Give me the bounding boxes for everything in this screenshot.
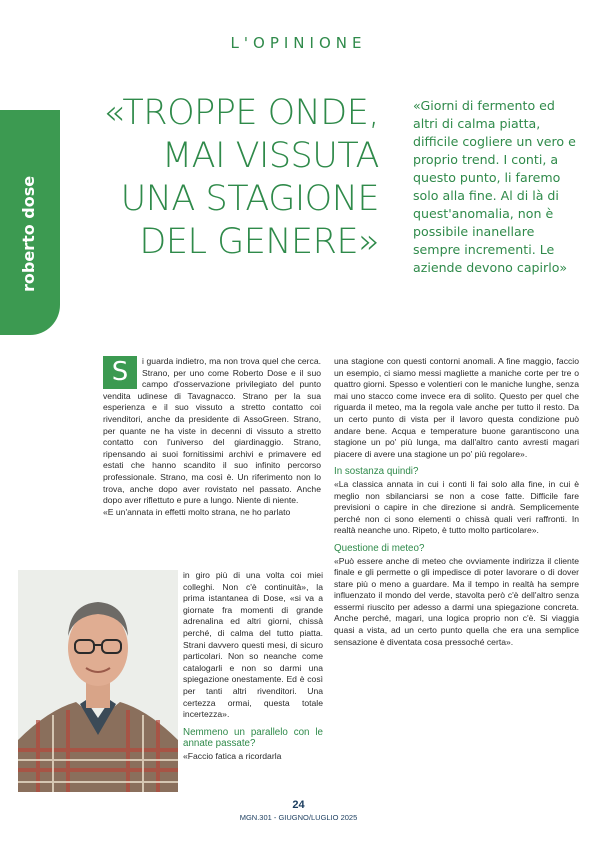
article-paragraph: «Può essere anche di meteo che ovviamente indirizza il cliente finale e gli permette o gli impedisce di poter lavorare o di dover stare più o meno a guardare. Ma il tempo in realtà ha sempre influenzato il mondo del verde, stavolta però c'è dell'altro senza essermi riuscito per adesso a darmi una spiegazione concreta. Anche perché, magari, una logica proprio non c'è. Si viaggia quasi a vista, ad un certo punto quella che era una semplice sensazione è diventata cosa pressoché certa». <box>334 555 579 647</box>
article-column-right <box>334 356 579 648</box>
author-portrait <box>18 570 178 792</box>
interview-question: In sostanza quindi? <box>334 466 419 478</box>
headline-line-3: UNA STAGIONE <box>120 179 379 219</box>
section-title: L'OPINIONE <box>230 34 367 52</box>
headline <box>49 92 379 264</box>
article-column-left-lower <box>183 570 323 763</box>
article-paragraph: in giro più di una volta coi miei colleghi. Non c'è continuità», la prima istantanea di Dose, «si va a giornate fra momenti di grande adrenalina ed altri giorni, chissà perché, di calma del tutto piatta. Strani davvero questi mesi, di sicuro particolari. Non so neanche come catalogarli e non so darmi una spiegazione onestamente. Ed è così per tanti altri rivenditori. Una certezza ormai, questa totale incertezza». <box>183 570 323 720</box>
article-paragraph: «Faccio fatica a ricordarla <box>183 750 282 761</box>
drop-cap: S <box>103 356 137 389</box>
portrait-illustration <box>18 570 178 792</box>
article-paragraph: una stagione con questi contorni anomali. A fine maggio, faccio un esempio, ci siamo messi magliette a maniche corte per tre o quattro giorni. Spesso e volentieri con le maniche lunghe, senza mai uno stacco come invece era di solito. Questo per quel che riguarda il meteo, ma la regola vale anche per tutto il resto. Da un certo punto di vista per il lavoro questa condizione può andare bene. Acqua e temperature buone garantiscono una stagione un po' più lunga, ma dall'altro canto avresti magari piacere di avere una stagione un po' più regolare». <box>334 356 579 459</box>
interview-question: Questione di meteo? <box>334 542 425 554</box>
headline-line-2: MAI VISSUTA <box>161 136 379 176</box>
author-tab-label: roberto dose <box>19 175 38 292</box>
pull-quote: «Giorni di fermento ed altri di calma piatta, difficile cogliere un vero e proprio trend. I conti, a questo punto, li faremo solo alla fine. Al di là di quest'anomalia, non è possibile inanellare sempre incrementi. Le aziende devono capirlo» <box>413 98 576 275</box>
headline-line-4: DEL GENERE» <box>139 222 379 262</box>
article-paragraph: «E un'annata in effetti molto strana, ne ho parlato <box>103 506 291 517</box>
page-number: 24 <box>292 799 305 811</box>
article-paragraph: i guarda indietro, ma non trova quel che cerca. Strano, per uno come Roberto Dose e il suo campo d'osservazione privilegiato del punto vendita udinese di Tavagnacco. Strano per la sua esperienza e il suo vissuto a stretto contatto coi rivenditori, anche da presidente di AssoGreen. Strano, per quante ne ha viste in decenni di vissuto a stretto contatto con l'universo del giardinaggio. Strano, ripensando ai suoi fornitissimi archivi e primavere ed estati che hanno scandito il suo infinito percorso professionale. Strano, ma così è. Un riferimento non lo trova, anche dopo aver rovistato nel passato. Anche dopo aver riflettuto e pure a lungo. Niente di niente. <box>103 356 321 506</box>
article-column-left <box>103 356 321 518</box>
interview-question: Nemmeno un parallelo con le annate passate? <box>183 726 323 750</box>
headline-line-1: «TROPPE ONDE, <box>103 93 379 133</box>
magazine-issue: MGN.301 - GIUGNO/LUGLIO 2025 <box>239 813 358 822</box>
article-paragraph: «La classica annata in cui i conti li fai solo alla fine, in cui è meglio non sbilanciarsi se non a cose fatte. Difficile fare previsioni o capire in che direzione si andrà. Semplicemente perché non ci sono elementi o chissà quali veri raffronti. In realtà neanche uno. Ripeto, è tutto molto particolare». <box>334 478 579 536</box>
